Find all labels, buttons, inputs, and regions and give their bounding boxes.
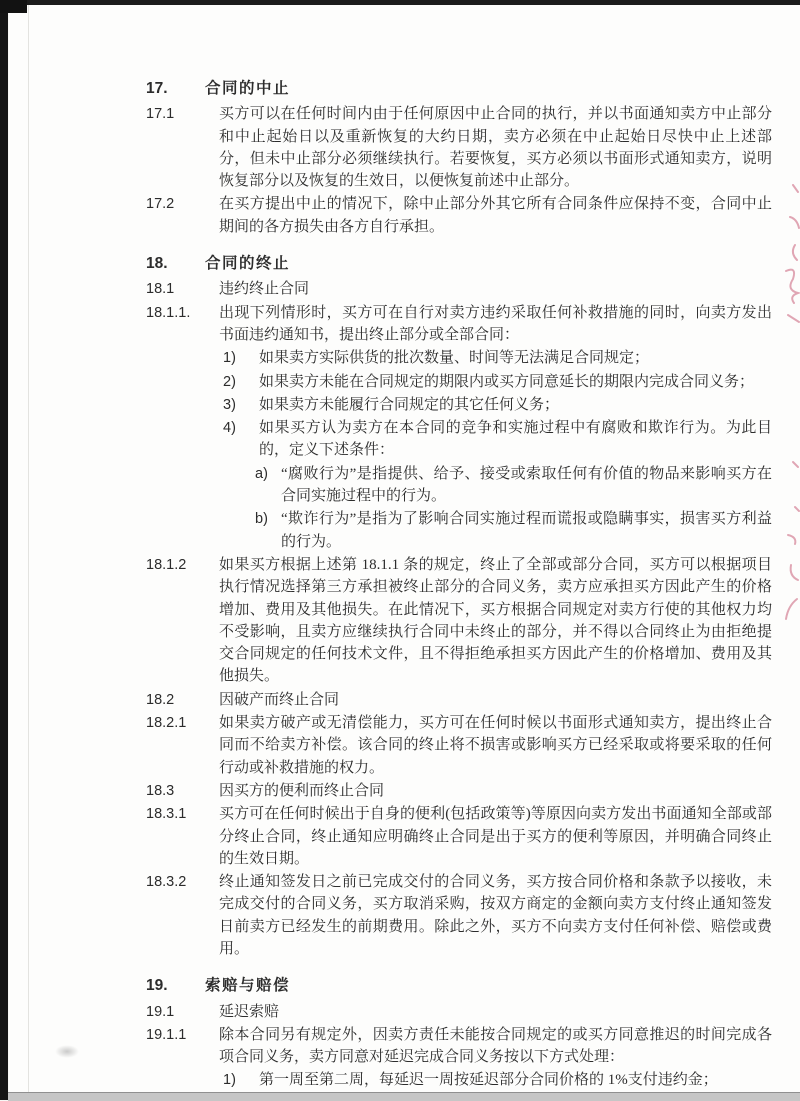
section-title: 合同的终止: [205, 255, 291, 273]
section-number: 19.: [146, 977, 168, 995]
clause-number: 18.2: [146, 691, 175, 708]
page-edge-shadow: [28, 5, 29, 1092]
section-title: 合同的中止: [205, 80, 291, 97]
clause-number: 18.3.2: [146, 874, 187, 891]
section-heading-19: [146, 975, 772, 997]
scanner-edge-top: [0, 0, 800, 5]
clause-number: 19.1: [146, 1003, 175, 1020]
section-title: 索赔与赔偿: [205, 977, 291, 995]
clause-row-19-1-1: [146, 1024, 772, 1069]
clause-text: 买方可以在任何时间内由于任何原因中止合同的执行，并以书面通知卖方中止部分和中止起始日以及重新恢复的大约日期，卖方必须在中止起始日尽快中止上述部分，但未中止部分必须继续执行。若要恢复，买方必须以书面形式通知卖方，说明恢复部分以及恢复的生效日，以便恢复前述中止部分。: [219, 106, 772, 190]
clause-number: 18.1: [146, 281, 175, 298]
clause-number: 17.1: [146, 106, 175, 123]
clause-text: 因买方的便利而终止合同: [219, 782, 385, 799]
clause-text: 终止通知签发日之前已完成交付的合同义务，买方按合同价格和条款予以接收，未完成交付的合同义务，买方取消采购，按双方商定的金额向卖方支付终止通知签发日前卖方已经发生的前期费用。除此之外，买方不向卖方支付任何补偿、赔偿或费用。: [219, 874, 772, 957]
section-heading-18: [146, 253, 772, 275]
clause-text: 买方可在任何时候出于自身的便利(包括政策等)等原因向卖方发出书面通知全部或部分终止合同，终止通知应明确终止合同是出于买方的便利等原因，并明确合同终止的生效日期。: [219, 806, 772, 867]
clause-row-18-3-1: [146, 803, 772, 870]
clause-text: 除本合同另有规定外，因卖方责任未能按合同规定的或买方同意推迟的时间完成各项合同义务，卖方同意对延迟完成合同义务按以下方式处理：: [219, 1026, 772, 1066]
clause-number: 17.2: [146, 196, 175, 213]
sub-item-a: [146, 463, 772, 508]
clause-number: 18.1.1.: [146, 304, 191, 321]
list-marker: 1): [223, 1072, 236, 1089]
document-content: [146, 78, 772, 1093]
list-marker: 2): [223, 373, 236, 390]
clause-row-18-1-2: [146, 554, 772, 688]
list-marker: 3): [223, 396, 236, 413]
sub-item-b: [146, 508, 772, 553]
list-item-1: [146, 347, 772, 369]
clause-text: 出现下列情形时，买方可在自行对卖方违约采取任何补救措施的同时，向卖方发出书面违约通知书，提出终止部分或全部合同：: [219, 304, 772, 343]
clause-row-18-1: [146, 278, 772, 300]
section-number: 17.: [146, 80, 168, 97]
list-marker: 4): [223, 420, 236, 437]
sub-marker: a): [255, 465, 268, 482]
list-text: 如果卖方实际供货的批次数量、时间等无法满足合同规定；: [259, 350, 650, 367]
scanner-edge-left: [0, 0, 8, 1100]
section-heading-17: [146, 78, 772, 100]
list-item-3: [146, 394, 772, 416]
clause-row-19-1: [146, 1001, 772, 1023]
clause-row-17-2: [146, 193, 772, 238]
clause-text: 延迟索赔: [219, 1003, 280, 1020]
scanner-corner: [0, 0, 27, 13]
scanned-page: [9, 5, 800, 1092]
clause-number: 18.2.1: [146, 715, 187, 732]
list-text: 如果卖方未能履行合同规定的其它任何义务；: [259, 396, 560, 413]
clause-row-18-1-1: [146, 302, 772, 347]
clause-row-18-3-2: [146, 871, 772, 960]
clause-text: 违约终止合同: [219, 281, 310, 298]
clause-number: 18.3: [146, 782, 175, 799]
sub-marker: b): [255, 511, 268, 528]
list-text: 如果卖方未能在合同规定的期限内或买方同意延长的期限内完成合同义务；: [259, 373, 755, 390]
list-text: 如果买方认为卖方在本合同的竞争和实施过程中有腐败和欺诈行为。为此目的，定义下述条件：: [259, 420, 772, 459]
clause-number: 18.1.2: [146, 556, 187, 573]
list-marker: 1): [223, 350, 236, 367]
scan-smudge: [55, 1045, 79, 1058]
sub-text: “欺诈行为”是指为了影响合同实施过程而谎报或隐瞒事实，损害买方利益的行为。: [281, 511, 772, 550]
list-item-2: [146, 371, 772, 393]
clause-text: 如果卖方破产或无清偿能力，买方可在任何时候以书面形式通知卖方，提出终止合同而不给卖方补偿。该合同的终止将不损害或影响买方已经采取或将要采取的任何行动或补救措施的权力。: [219, 715, 772, 776]
section-number: 18.: [146, 255, 168, 273]
clause-text: 在买方提出中止的情况下，除中止部分外其它所有合同条件应保持不变，合同中止期间的各方损失由各方自行承担。: [219, 196, 772, 235]
clause-row-18-2: [146, 689, 772, 711]
list-item-delay-1: [146, 1069, 772, 1091]
clause-number: 18.3.1: [146, 806, 187, 823]
clause-row-18-2-1: [146, 712, 772, 779]
clause-row-18-3: [146, 780, 772, 802]
sub-text: “腐败行为”是指提供、给予、接受或索取任何有价值的物品来影响买方在合同实施过程中的行为。: [281, 465, 772, 505]
red-ink-marks: [780, 175, 800, 635]
list-text: 第一周至第二周，每延迟一周按延迟部分合同价格的 1%支付违约金；: [259, 1072, 718, 1089]
list-item-4: [146, 417, 772, 462]
clause-row-17-1: [146, 103, 772, 192]
clause-text: 因破产而终止合同: [219, 691, 340, 708]
clause-text: 如果买方根据上述第 18.1.1 条的规定，终止了全部或部分合同，买方可以根据项目执行情况选择第三方承担被终止部分的合同义务，卖方应承担买方因此产生的价格增加、费用及其他损失。在此情况下，买方根据合同规定对卖方行使的其他权力均不受影响，且卖方应继续执行合同中未终止的部分，并不得以合同终止为由拒绝提交合同规定的任何技术文件，且不得拒绝承担买方因此产生的价格增加、费用及其他损失。: [219, 556, 772, 685]
clause-number: 19.1.1: [146, 1026, 187, 1043]
